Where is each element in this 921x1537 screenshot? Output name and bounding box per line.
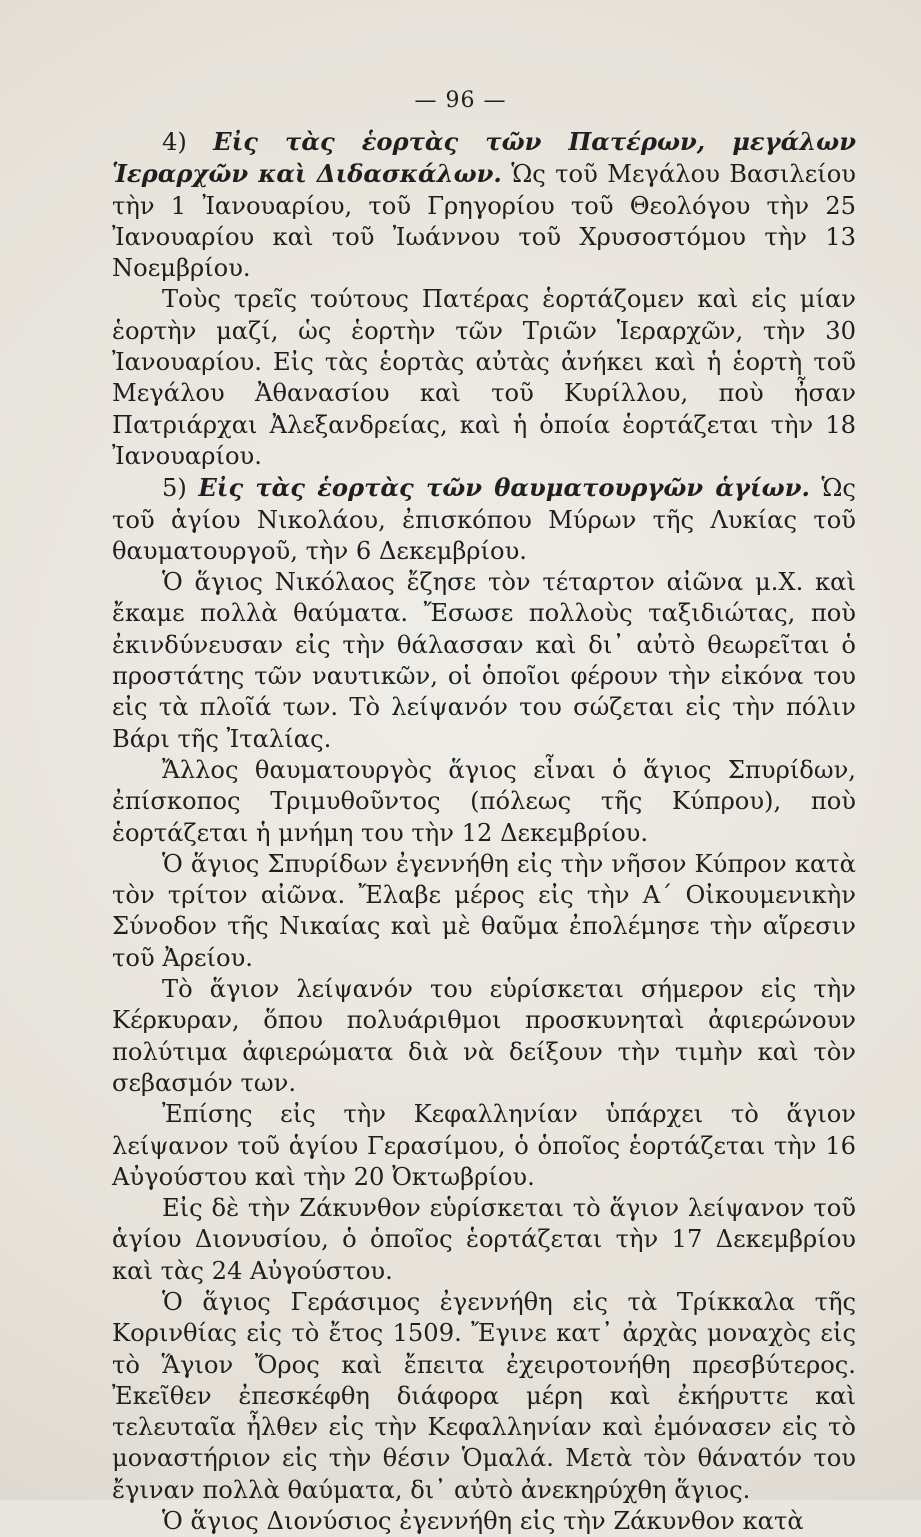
section-5-text-8: Ὁ ἅγιος Γεράσιμος ἐγεννήθη εἰς τὰ Τρίκκαλα τῆς Κορινθίας εἰς τὸ ἔτος 1509. Ἔγινε κατ᾽ ἀρχὰς μοναχὸς εἰς τὸ Ἅγιον Ὄρος καὶ ἔπειτα ἐχειροτονήθη πρεσβύτερος. Ἐκεῖθεν ἐπεσκέφθη διάφορα μέρη καὶ ἐκήρυττε καὶ τελευταῖα ἦλθεν εἰς τὴν Κεφαλληνίαν καὶ ἐμόνασεν εἰς τὸ μοναστήριον εἰς τὴν θέσιν Ὁμαλά. Μετὰ τὸν θάνατόν του ἔγιναν πολλὰ θαύματα, δι᾽ αὐτὸ ἀνεκηρύχθη ἅγιος. <box>112 1287 856 1504</box>
section-5-text-9: Ὁ ἅγιος Διονύσιος ἐγεννήθη εἰς τὴν Ζάκυνθον κατὰ <box>162 1507 804 1536</box>
page-number: — 96 — <box>414 88 507 113</box>
section-5-text-2: Ὁ ἅγιος Νικόλαος ἔζησε τὸν τέταρτον αἰῶνα μ.Χ. καὶ ἔκαμε πολλὰ θαύματα. Ἔσωσε πολλοὺς ταξιδιώτας, ποὺ ἐκινδύνευσαν εἰς τὴν θάλασσαν καὶ δι᾽ αὐτὸ θεωρεῖται ὁ προστάτης τῶν ναυτικῶν, οἱ ὁποῖοι φέρουν τὴν εἰκόνα του εἰς τὰ πλοῖά των. Τὸ λείψανόν του σώζεται εἰς τὴν πόλιν Βάρι τῆς Ἰταλίας. <box>112 568 856 753</box>
section-4-paragraph <box>112 126 856 284</box>
section-4-text-2: Τοὺς τρεῖς τούτους Πατέρας ἑορτάζομεν καὶ εἰς μίαν ἑορτὴν μαζί, ὡς ἑορτὴν τῶν Τριῶν Ἱεραρχῶν, τὴν 30 Ἰανουαρίου. Εἰς τὰς ἑορτὰς αὐτὰς ἀνήκει καὶ ἡ ἑορτὴ τοῦ Μεγάλου Ἀθανασίου καὶ τοῦ Κυρίλλου, ποὺ ἦσαν Πατριάρχαι Ἀλεξανδρείας, καὶ ἡ ὁποία ἑορτάζεται τὴν 18 Ἰανουαρίου. <box>112 285 856 470</box>
section-5-title: Εἰς τὰς ἑορτὰς τῶν θαυματουργῶν ἁγίων. <box>198 473 810 503</box>
section-5-paragraph <box>112 472 856 567</box>
section-4-title: Εἰς τὰς ἑορτὰς τῶν Πατέρων, μεγάλων Ἱεραρχῶν καὶ Διδασκάλων. <box>112 127 856 189</box>
section-5-text-7: Εἰς δὲ τὴν Ζάκυνθον εὑρίσκεται τὸ ἅγιον λείψανον τοῦ ἁγίου Διονυσίου, ὁ ὁποῖος ἑορτάζεται τὴν 17 Δεκεμβρίου καὶ τὰς 24 Αὐγούστου. <box>112 1194 856 1285</box>
section-5-text-3: Ἄλλος θαυματουργὸς ἅγιος εἶναι ὁ ἅγιος Σπυρίδων, ἐπίσκοπος Τριμυθοῦντος (πόλεως τῆς Κύπρου), ποὺ ἑορτάζεται ἡ μνήμη του τὴν 12 Δεκεμβρίου. <box>112 755 856 847</box>
section-4-text-1: Ὡς τοῦ Μεγάλου Βασιλείου τὴν 1 Ἰανουαρίου, τοῦ Γρηγορίου τοῦ Θεολόγου τὴν 25 Ἰανουαρίου καὶ τοῦ Ἰωάννου τοῦ Χρυσοστόμου τὴν 13 Νοεμβρίου. <box>112 160 856 283</box>
section-5-text-5: Τὸ ἅγιον λείψανόν του εὑρίσκεται σήμερον εἰς τὴν Κέρκυραν, ὅπου πολυάριθμοι προσκυνηταὶ ἀφιερώνουν πολύτιμα ἀφιερώματα διὰ νὰ δείξουν τὴν τιμὴν καὶ τὸν σεβασμόν των. <box>112 975 856 1097</box>
section-5-text-1: Ὡς τοῦ ἁγίου Νικολάου, ἐπισκόπου Μύρων τῆς Λυκίας τοῦ θαυματουργοῦ, τὴν 6 Δεκεμβρίου. <box>112 474 856 565</box>
section-5-label: 5) <box>162 474 187 503</box>
body-text <box>112 126 856 1537</box>
section-5-text-4: Ὁ ἅγιος Σπυρίδων ἐγεννήθη εἰς τὴν νῆσον Κύπρον κατὰ τὸν τρίτον αἰῶνα. Ἔλαβε μέρος εἰς τὴν Α΄ Οἰκουμενικὴν Σύνοδον τῆς Νικαίας καὶ μὲ θαῦμα ἐπολέμησε τὴν αἵρεσιν τοῦ Ἀρείου. <box>112 849 856 972</box>
section-4-label: 4) <box>162 128 187 156</box>
section-5-text-6: Ἐπίσης εἰς τὴν Κεφαλληνίαν ὑπάρχει τὸ ἅγιον λείψανον τοῦ ἁγίου Γερασίμου, ὁ ὁποῖος ἑορτάζεται τὴν 16 Αὐγούστου καὶ τὴν 20 Ὀκτωβρίου. <box>112 1100 856 1191</box>
